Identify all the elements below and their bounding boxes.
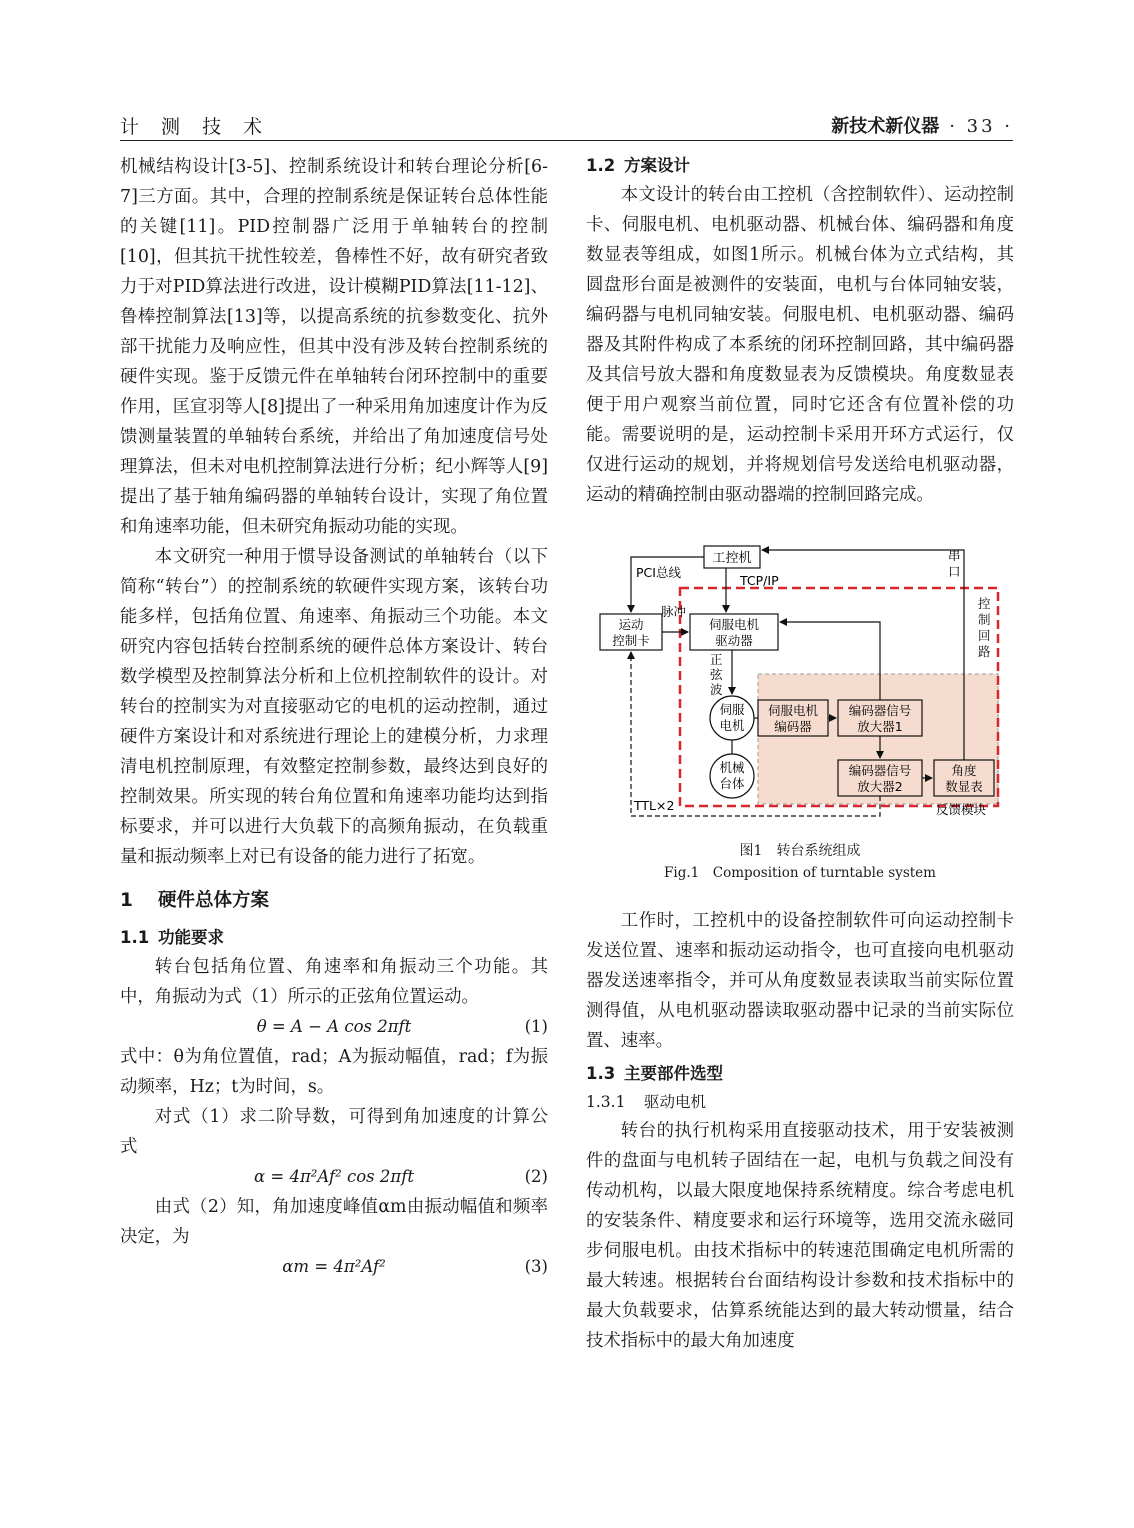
subsection-number: 1.2 bbox=[586, 156, 616, 175]
control-loop-label-1: 控 bbox=[978, 596, 991, 611]
section-and-page bbox=[831, 112, 1013, 138]
equation-2 bbox=[120, 1162, 548, 1192]
angle-display-label-1: 角度 bbox=[951, 763, 977, 778]
header-rule bbox=[120, 140, 1013, 141]
ttl-label: TTL×2 bbox=[634, 798, 675, 813]
driver-label-2: 驱动器 bbox=[715, 633, 753, 648]
figure-caption-cn: 图1 转台系统组成 bbox=[739, 843, 861, 859]
feedback-module-label: 反馈模块 bbox=[936, 802, 987, 817]
turntable-system-diagram bbox=[586, 540, 1014, 840]
subsection-title: 功能要求 bbox=[158, 928, 224, 947]
subsection-heading-1-2 bbox=[586, 152, 1014, 180]
equation-2-number: (2) bbox=[524, 1167, 548, 1186]
equation-3 bbox=[120, 1252, 548, 1282]
left-paragraph-1: 机械结构设计[3-5]、控制系统设计和转台理论分析[6-7]三方面。其中，合理的控制系统是保证转台总体性能的关键[11]。PID控制器广泛用于单轴转台的控制[10]，但其抗干扰性较差，鲁棒性不好，故有研究者致力于对PID算法进行改进，设计模糊PID算法[11-12]、鲁棒控制算法[13]等，以提高系统的抗参数变化、抗外部干扰能力及响应性，但其中没有涉及转台控制系统的硬件实现。鉴于反馈元件在单轴转台闭环控制中的重要作用，匡宣羽等人[8]提出了一种采用角加速度计作为反馈测量装置的单轴转台系统，并给出了角加速度信号处理算法，但未对电机控制算法进行分析；纪小辉等人[9]提出了基于轴角编码器的单轴转台设计，实现了角位置和角速率功能，但未研究角振动功能的实现。 bbox=[120, 157, 548, 537]
equation-3-expr: αm = 4π²Af² bbox=[282, 1257, 386, 1276]
equation-1-expr: θ = A − A cos 2πft bbox=[256, 1017, 412, 1036]
sine-label-3: 波 bbox=[710, 682, 723, 697]
tcpip-label: TCP/IP bbox=[740, 573, 779, 588]
figure-caption-en: Fig.1 Composition of turntable system bbox=[664, 865, 936, 881]
equation-3-number: (3) bbox=[524, 1257, 548, 1276]
table-label-1: 机械 bbox=[719, 760, 745, 775]
subsection-heading-1-1 bbox=[120, 924, 548, 952]
subsection-title: 主要部件选型 bbox=[624, 1064, 723, 1083]
amplifier-2-label-1: 编码器信号 bbox=[848, 763, 912, 778]
subsection-number: 1.3 bbox=[586, 1064, 616, 1083]
subsubsection-number: 1.3.1 bbox=[586, 1093, 626, 1111]
right-paragraph-1: 本文设计的转台由工控机（含控制软件）、运动控制卡、伺服电机、电机驱动器、机械台体、编码器和角度数显表等组成，如图1所示。机械台体为立式结构，其圆盘形台面是被测件的安装面，电机与台体同轴安装，编码器与电机同轴安装。伺服电机、电机驱动器、编码器及其附件构成了本系统的闭环控制回路，其中编码器及其信号放大器和角度数显表为反馈模块。角度数显表便于用户观察当前位置，同时它还含有位置补偿的功能。需要说明的是，运动控制卡采用开环方式运行，仅仅进行运动的规划，并将规划信号发送给电机驱动器，运动的精确控制由驱动器端的控制回路完成。 bbox=[586, 185, 1014, 505]
subsubsection-title: 驱动电机 bbox=[644, 1093, 707, 1111]
amplifier-1-label-2: 放大器1 bbox=[857, 719, 903, 734]
table-label-2: 台体 bbox=[719, 776, 745, 791]
section-title: 硬件总体方案 bbox=[158, 890, 270, 911]
left-paragraph-6: 由式（2）知，角加速度峰值αm由振动幅值和频率决定，为 bbox=[120, 1197, 548, 1247]
serial-label-1: 串 bbox=[948, 548, 961, 563]
equation-1 bbox=[120, 1012, 548, 1042]
motor-encoder-label-1: 伺服电机 bbox=[767, 703, 819, 718]
motion-card-label-2: 控制卡 bbox=[612, 633, 650, 648]
sine-label-2: 弦 bbox=[710, 667, 723, 682]
subsubsection-heading-1-3-1 bbox=[586, 1088, 1014, 1116]
pci-label: PCI总线 bbox=[636, 565, 681, 580]
sine-label-1: 正 bbox=[710, 652, 723, 667]
ipc-label: 工控机 bbox=[712, 551, 752, 566]
page-number: · 33 · bbox=[949, 116, 1013, 137]
journal-name: 计 测 技 术 bbox=[120, 116, 271, 138]
left-paragraph-4: 式中：θ为角位置值，rad；A为振动幅值，rad；f为振动频率，Hz；t为时间，s。 bbox=[120, 1047, 548, 1097]
right-paragraph-2: 工作时，工控机中的设备控制软件可向运动控制卡发送位置、速率和振动运动指令，也可直接向电机驱动器发送速率指令，并可从角度数显表读取当前实际位置测得值，从电机驱动器读取驱动器中记录的当前实际位置、速率。 bbox=[586, 911, 1014, 1051]
control-loop-label-3: 回 bbox=[978, 628, 991, 643]
driver-label-1: 伺服电机 bbox=[708, 617, 760, 632]
figure-1-diagram bbox=[586, 540, 1014, 840]
serial-label-2: 口 bbox=[948, 564, 961, 579]
equation-1-number: (1) bbox=[524, 1017, 548, 1036]
control-loop-label-4: 路 bbox=[978, 644, 991, 659]
right-column bbox=[586, 152, 1014, 1356]
left-paragraph-5: 对式（1）求二阶导数，可得到角加速度的计算公式 bbox=[120, 1107, 548, 1157]
subsection-title: 方案设计 bbox=[624, 156, 690, 175]
pulse-label: 脉冲 bbox=[661, 604, 687, 619]
amplifier-2-label-2: 放大器2 bbox=[857, 779, 903, 794]
control-loop-label-2: 制 bbox=[978, 612, 991, 627]
motion-card-label-1: 运动 bbox=[618, 617, 644, 632]
amplifier-1-label-1: 编码器信号 bbox=[848, 703, 912, 718]
subsection-heading-1-3 bbox=[586, 1060, 1014, 1088]
section-name: 新技术新仪器 bbox=[831, 116, 940, 137]
section-heading-1 bbox=[120, 886, 548, 916]
subsection-number: 1.1 bbox=[120, 928, 150, 947]
section-number: 1 bbox=[120, 890, 133, 911]
right-paragraph-3: 转台的执行机构采用直接驱动技术，用于安装被测件的盘面与电机转子固结在一起，电机与负载之间没有传动机构，以最大限度地保持系统精度。综合考虑电机的安装条件、精度要求和运行环境等，选用交流永磁同步伺服电机。由技术指标中的转速范围确定电机所需的最大转速。根据转台台面结构设计参数和技术指标中的最大负载要求，估算系统能达到的最大转动惯量，结合技术指标中的最大角加速度 bbox=[586, 1121, 1014, 1351]
left-column bbox=[120, 152, 548, 1282]
left-paragraph-3: 转台包括角位置、角速率和角振动三个功能。其中，角振动为式（1）所示的正弦角位置运动。 bbox=[120, 957, 548, 1007]
running-header bbox=[120, 112, 1013, 138]
motor-label-2: 电机 bbox=[719, 718, 745, 733]
motor-label-1: 伺服 bbox=[719, 702, 745, 717]
left-paragraph-2: 本文研究一种用于惯导设备测试的单轴转台（以下简称“转台”）的控制系统的软硬件实现方案，该转台功能多样，包括角位置、角速率、角振动三个功能。本文研究内容包括转台控制系统的硬件总体方案设计、转台数学模型及控制算法分析和上位机控制软件的设计。对转台的控制实为对直接驱动它的电机的运动控制，通过硬件方案设计和对系统进行理论上的建模分析，力求理清电机控制原理，有效整定控制参数，最终达到良好的控制效果。所实现的转台角位置和角速率功能均达到指标要求，并可以进行大负载下的高频角振动，在负载重量和振动频率上对已有设备的能力进行了拓宽。 bbox=[120, 547, 548, 867]
motor-encoder-label-2: 编码器 bbox=[774, 719, 812, 734]
equation-2-expr: α = 4π²Af² cos 2πft bbox=[254, 1167, 414, 1186]
angle-display-label-2: 数显表 bbox=[945, 779, 983, 794]
